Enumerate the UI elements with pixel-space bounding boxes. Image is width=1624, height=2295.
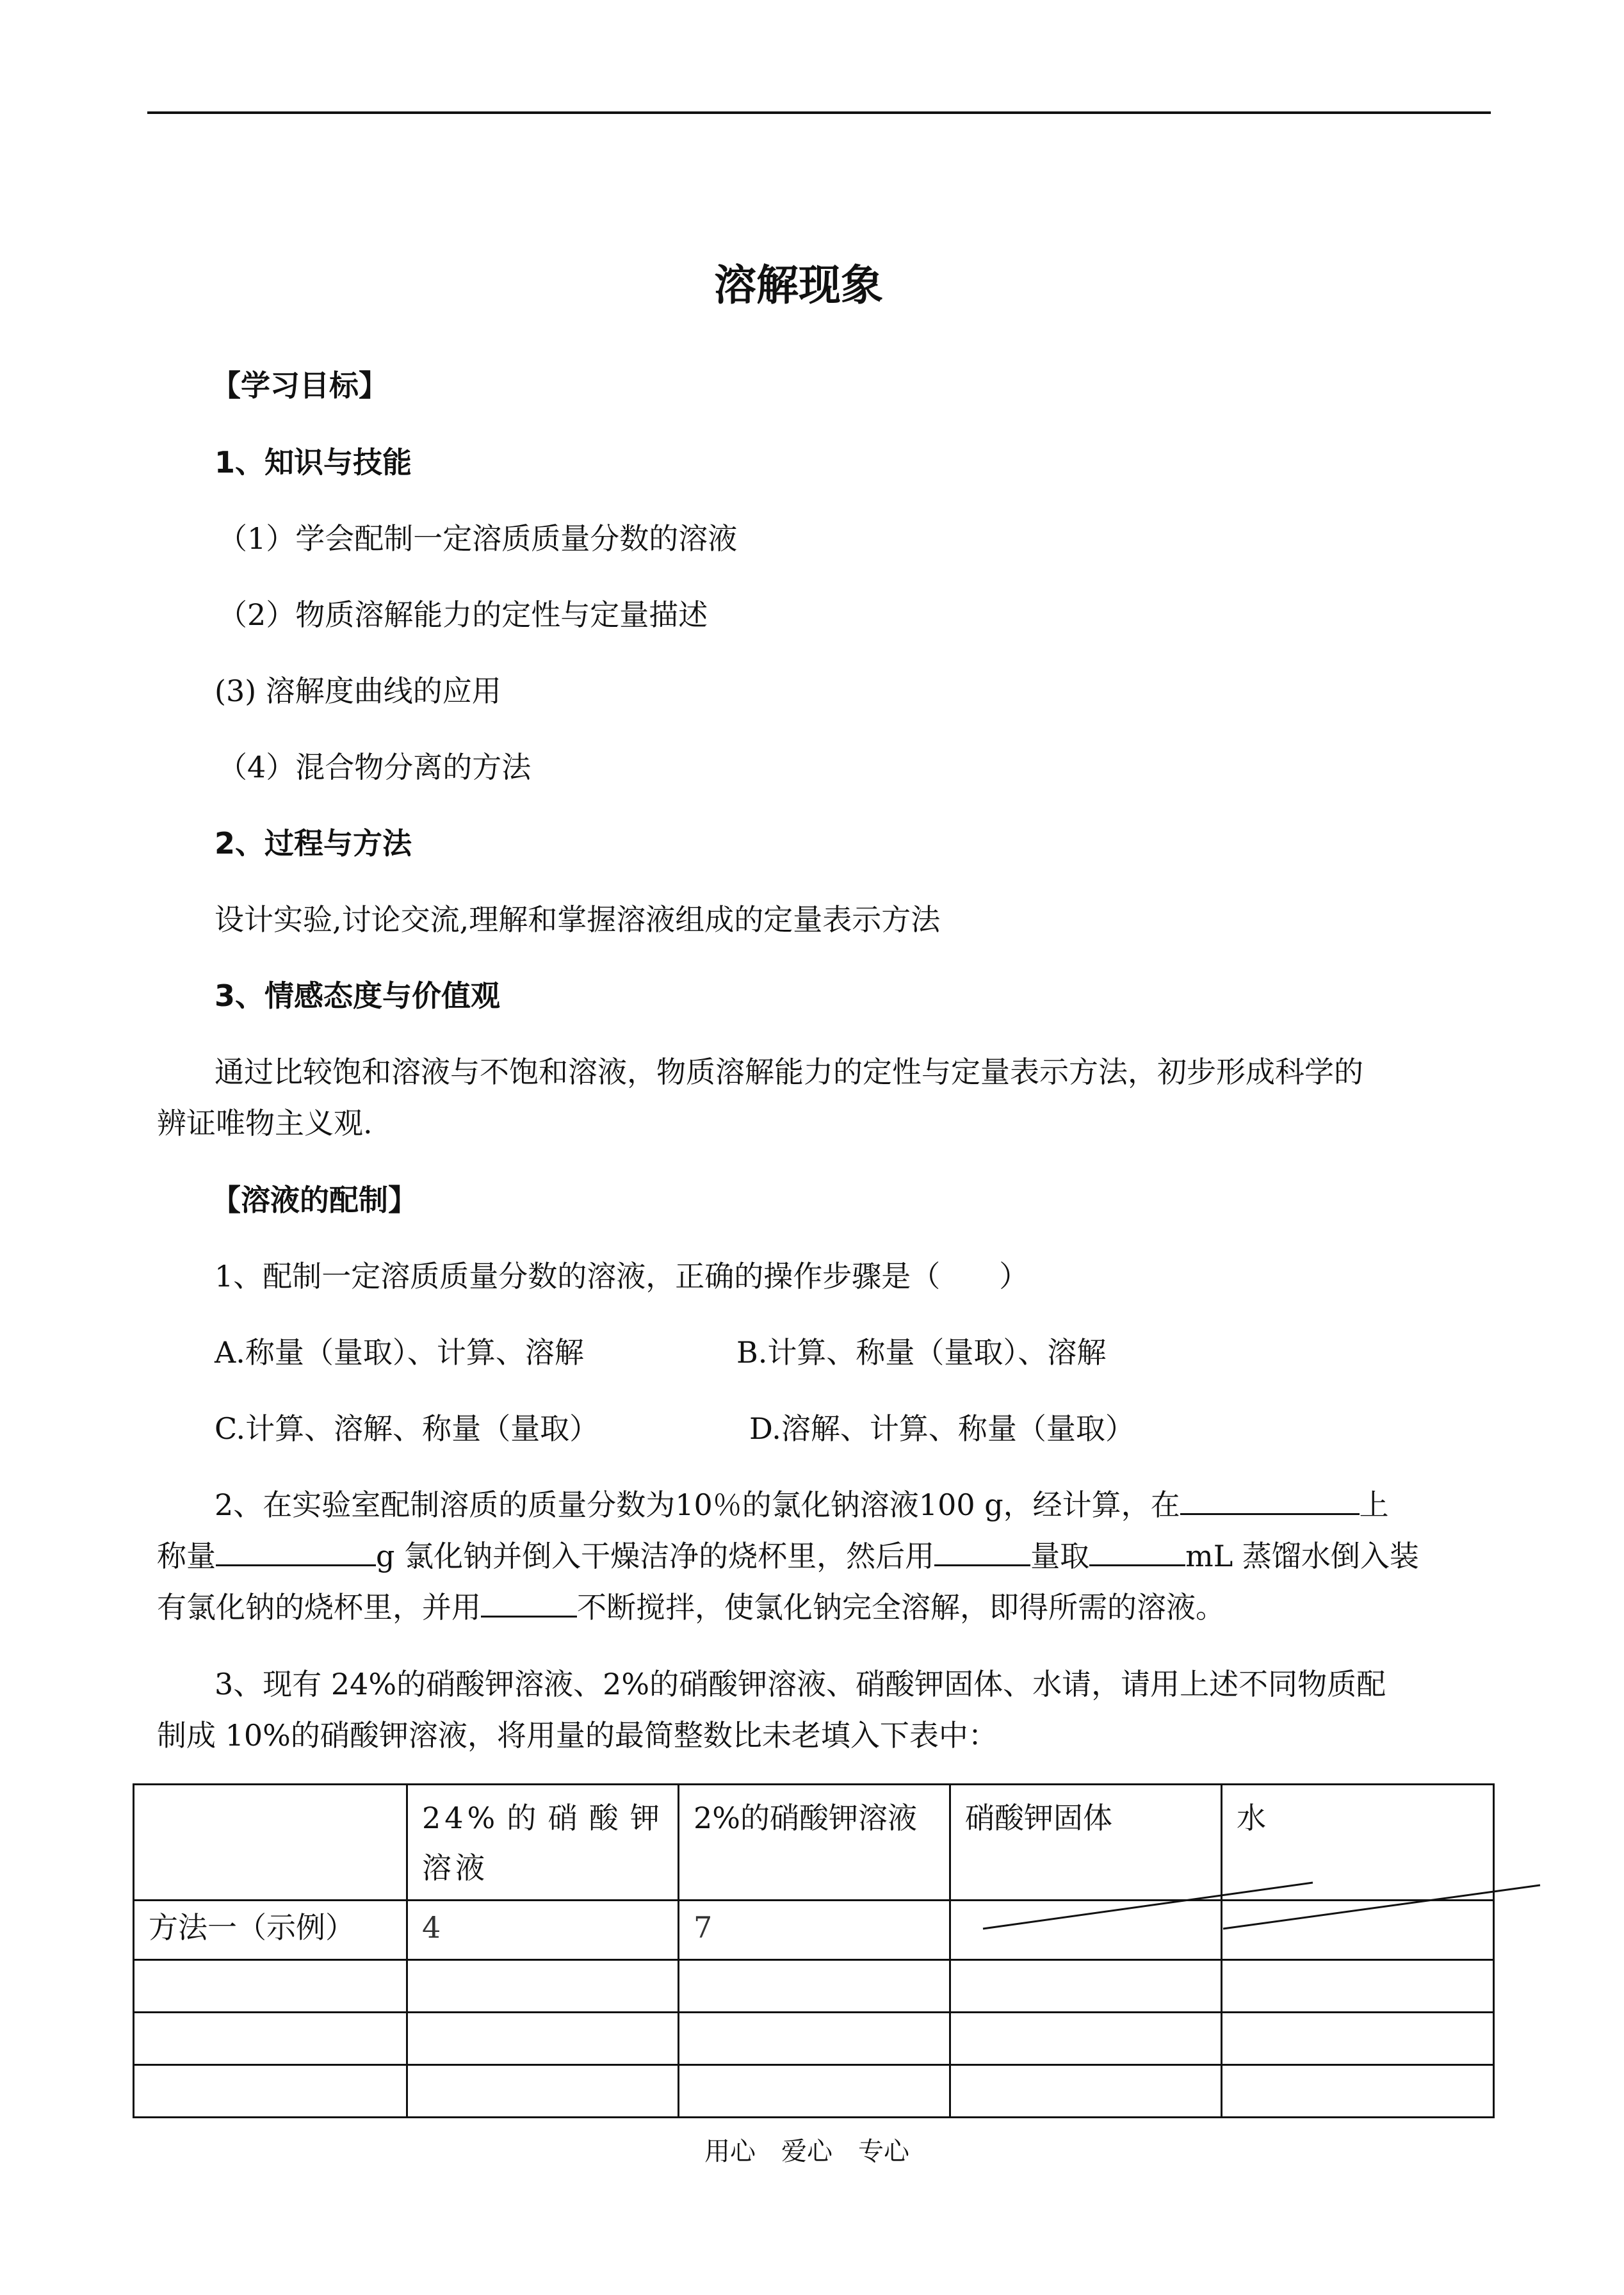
page-title: 溶解现象: [714, 261, 883, 310]
goal-item-1: （1）学会配制一定溶质质量分数的溶液: [218, 521, 738, 556]
attitude-text-line1: 通过比较饱和溶液与不饱和溶液，物质溶解能力的定性与定量表示方法，初步形成科学的: [215, 1055, 1363, 1089]
question-2-text: g 氯化钠并倒入干燥洁净的烧杯里，然后用: [376, 1539, 935, 1573]
attitude-text-line2: 辨证唯物主义观.: [157, 1106, 373, 1140]
question-2-text: 有氯化钠的烧杯里，并用: [157, 1590, 481, 1625]
heading-knowledge-skills: 1、知识与技能: [215, 445, 412, 480]
section-heading-preparation: 【溶液的配制】: [211, 1183, 418, 1217]
question-1-option-c: C.计算、溶解、称量（量取）: [215, 1411, 599, 1446]
heading-process-method: 2、过程与方法: [215, 826, 412, 861]
page-footer: 用心 爱心 专心: [704, 2137, 909, 2166]
question-2-text: 2、在实验室配制溶质的质量分数为10％的氯化钠溶液100 g，经计算，在: [215, 1488, 1180, 1522]
goal-item-3: (3) 溶解度曲线的应用: [215, 674, 501, 708]
question-2-text: 上: [1359, 1488, 1389, 1522]
question-2-text: 称量: [157, 1539, 216, 1573]
table-header-cell: 硝酸钾固体: [950, 1785, 1222, 1901]
heading-attitude-values: 3、情感态度与价值观: [215, 978, 501, 1013]
goal-item-2: （2）物质溶解能力的定性与定量描述: [218, 597, 708, 632]
question-3-line2: 制成 10%的硝酸钾溶液，将用量的最简整数比未老填入下表中：: [157, 1718, 998, 1753]
table-header-cell: 24%的硝酸钾溶液: [407, 1785, 679, 1901]
question-1: 1、配制一定溶质质量分数的溶液，正确的操作步骤是（ ）: [215, 1259, 1029, 1293]
pen-stroke-line: [983, 1883, 1313, 1929]
table-header-cell: 2%的硝酸钾溶液: [679, 1785, 950, 1901]
section-heading-goals: 【学习目标】: [211, 368, 388, 403]
table-cell: 7: [679, 1901, 950, 1960]
pen-stroke-line: [1223, 1885, 1540, 1929]
table-cell: 4: [407, 1901, 679, 1960]
goal-item-4: （4）混合物分离的方法: [218, 750, 532, 784]
question-3-line1: 3、现有 24%的硝酸钾溶液、2%的硝酸钾溶液、硝酸钾固体、水请，请用上述不同物质配: [215, 1667, 1386, 1701]
question-1-option-a: A.称量（量取）、计算、溶解: [215, 1335, 584, 1370]
question-1-option-d: D.溶解、计算、称量（量取）: [749, 1411, 1135, 1446]
table-header-cell: 水: [1222, 1785, 1494, 1901]
process-method-text: 设计实验,讨论交流,理解和掌握溶液组成的定量表示方法: [215, 902, 941, 937]
question-2-text: 不断搅拌，使氯化钠完全溶解，即得所需的溶液。: [577, 1590, 1225, 1625]
question-1-option-b: B.计算、称量（量取）、溶解: [736, 1335, 1107, 1370]
question-2-text: 量取: [1030, 1539, 1090, 1573]
table-cell: 方法一（示例）: [134, 1901, 407, 1960]
question-2-text: mL 蒸馏水倒入装: [1185, 1539, 1419, 1573]
